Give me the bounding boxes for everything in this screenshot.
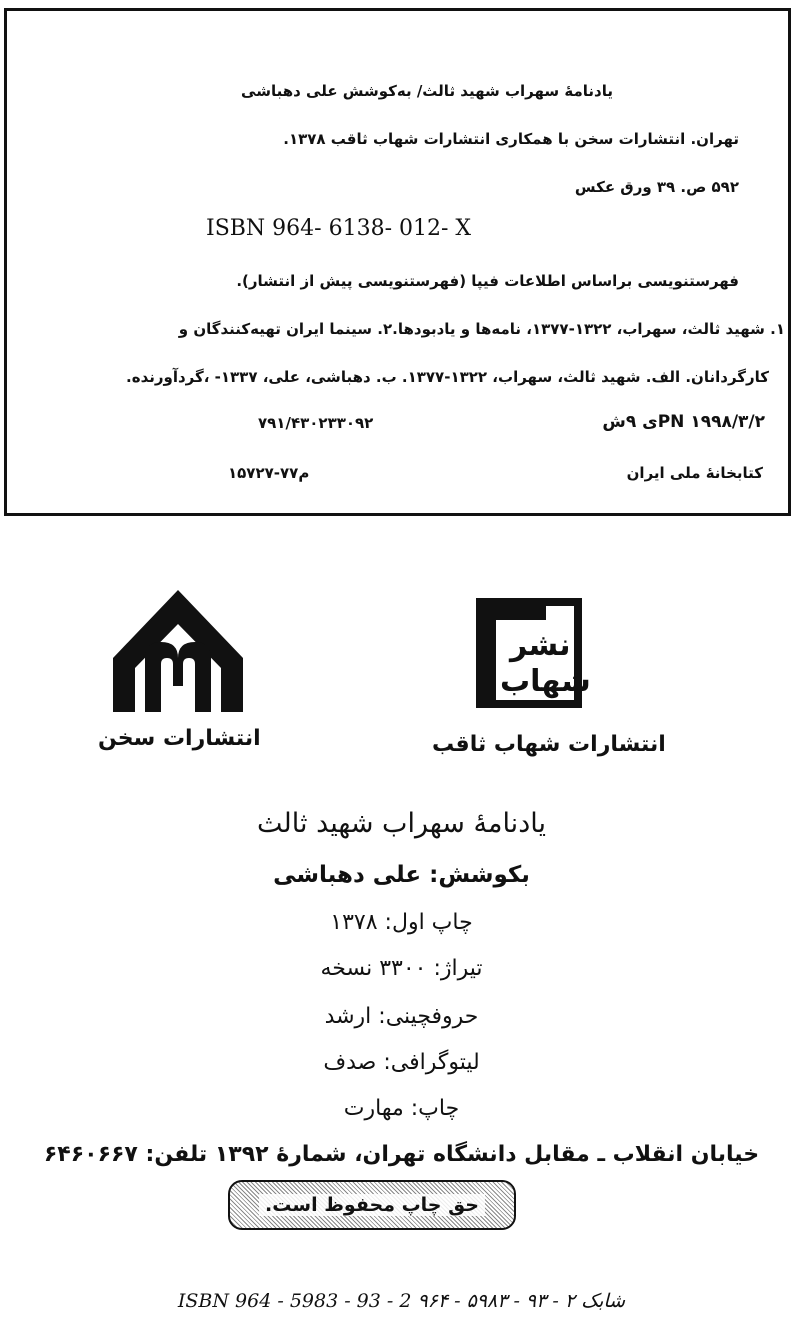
sokhan-publisher-name: انتشارات سخن <box>98 726 261 751</box>
cip-isbn-line: ISBN 964- 6138- 012- X <box>206 216 472 241</box>
rights-badge <box>228 1180 516 1230</box>
cip-subject-line-1: ۱. شهید ثالث، سهراب، ۱۳۲۲-۱۳۷۷، نامه‌ها و یادبودها.۲. سینما ایران تهیه‌کنندگان و <box>178 320 785 338</box>
shahab-logo-text-top: نشر <box>510 628 571 663</box>
typesetting-line: حروفچینی: ارشد <box>324 1004 479 1029</box>
footer-isbn: ISBN 964 - 5983 - 93 - 2 ۹۶۴ - ۵۹۸۳ - ۹۳ - ۲ شابک <box>177 1290 626 1312</box>
printing-line: چاپ: مهارت <box>343 1096 460 1121</box>
shahab-logo-text-bottom: شهاب <box>500 664 591 699</box>
book-title: یادنامهٔ سهراب شهید ثالث <box>257 808 546 839</box>
editor-line: بکوشش: علی دهباشی <box>273 862 530 888</box>
lithography-line: لیتوگرافی: صدف <box>323 1050 480 1075</box>
cip-pages-line: ۵۹۲ ص. ۳۹ ورق عکس <box>574 178 739 196</box>
shahab-publisher-name: انتشارات شهاب ثاقب <box>432 732 666 757</box>
sokhan-logo-icon <box>103 586 253 716</box>
cip-call-number: PN ۱۹۹۸/۳/۲ی ۹ش <box>602 412 765 432</box>
edition-line: چاپ اول: ۱۳۷۸ <box>330 910 473 935</box>
cip-imprint-line: تهران. انتشارات سخن با همکاری انتشارات شهاب ثاقب ۱۳۷۸. <box>283 130 739 148</box>
cip-subject-line-2: کارگردانان. الف. شهید ثالث، سهراب، ۱۳۲۲-۱۳۷۷. ب. دهباشی، علی، ۱۳۳۷- ،گردآورنده. <box>126 368 769 386</box>
cip-dewey: ۷۹۱/۴۳۰۲۳۳۰۹۲ <box>258 414 374 432</box>
cip-record-no: م۷۷-۱۵۷۲۷ <box>228 464 310 482</box>
print-run-line: تیراژ: ۳۳۰۰ نسخه <box>320 956 483 981</box>
address-line: خیابان انقلاب ـ مقابل دانشگاه تهران، شمارهٔ ۱۳۹۲ تلفن: ۶۴۶۰۶۶۷ <box>43 1142 760 1167</box>
cip-fipa-line: فهرستنویسی براساس اطلاعات فیپا (فهرستنویسی پیش از انتشار). <box>236 272 739 290</box>
rights-text: حق چاپ محفوظ است. <box>259 1194 485 1216</box>
cip-library: کتابخانهٔ ملی ایران <box>626 464 763 482</box>
cip-title-line: یادنامهٔ سهراب شهید ثالث/ به‌کوشش علی دهباشی <box>241 82 613 100</box>
